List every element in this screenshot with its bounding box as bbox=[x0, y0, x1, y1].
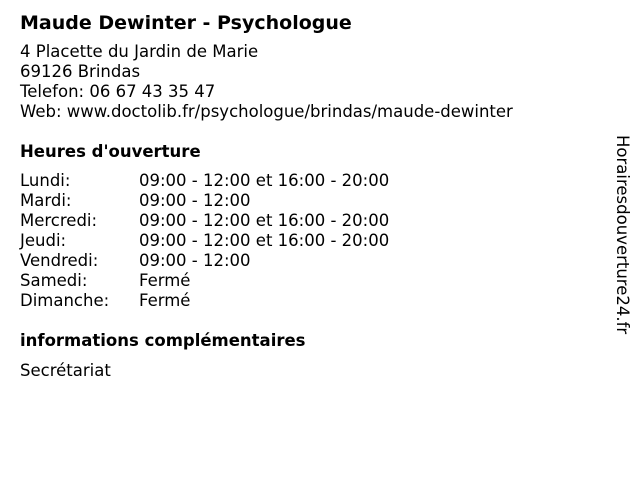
site-watermark bbox=[612, 135, 632, 345]
day-label: Mardi: bbox=[20, 191, 72, 210]
day-label: Lundi: bbox=[20, 171, 71, 190]
site-watermark-text: Horairesdouverture24.fr bbox=[613, 135, 632, 335]
day-hours: Fermé bbox=[139, 271, 191, 290]
street-address: 4 Placette du Jardin de Marie bbox=[20, 42, 259, 61]
day-label: Samedi: bbox=[20, 271, 88, 290]
phone-number: Telefon: 06 67 43 35 47 bbox=[20, 82, 216, 101]
business-card bbox=[20, 10, 600, 381]
day-hours: Fermé bbox=[139, 291, 191, 310]
day-hours: 09:00 - 12:00 bbox=[139, 251, 251, 270]
hours-row-monday bbox=[20, 171, 600, 191]
page-title: Maude Dewinter - Psychologue bbox=[20, 12, 352, 34]
address-block bbox=[20, 42, 600, 122]
hours-row-wednesday bbox=[20, 211, 600, 231]
opening-hours-table bbox=[20, 171, 600, 311]
additional-info-heading: informations complémentaires bbox=[20, 331, 306, 350]
hours-row-saturday bbox=[20, 271, 600, 291]
day-hours: 09:00 - 12:00 et 16:00 - 20:00 bbox=[139, 211, 390, 230]
website: Web: www.doctolib.fr/psychologue/brindas/maude-dewinter bbox=[20, 102, 513, 121]
opening-hours-heading: Heures d'ouverture bbox=[20, 142, 201, 161]
city-postcode: 69126 Brindas bbox=[20, 62, 141, 81]
day-hours: 09:00 - 12:00 et 16:00 - 20:00 bbox=[139, 171, 390, 190]
additional-info-text: Secrétariat bbox=[20, 361, 111, 380]
hours-row-tuesday bbox=[20, 191, 600, 211]
day-label: Vendredi: bbox=[20, 251, 99, 270]
day-label: Dimanche: bbox=[20, 291, 110, 310]
day-hours: 09:00 - 12:00 bbox=[139, 191, 251, 210]
hours-row-friday bbox=[20, 251, 600, 271]
day-hours: 09:00 - 12:00 et 16:00 - 20:00 bbox=[139, 231, 390, 250]
day-label: Mercredi: bbox=[20, 211, 98, 230]
day-label: Jeudi: bbox=[20, 231, 67, 250]
hours-row-sunday bbox=[20, 291, 600, 311]
hours-row-thursday bbox=[20, 231, 600, 251]
